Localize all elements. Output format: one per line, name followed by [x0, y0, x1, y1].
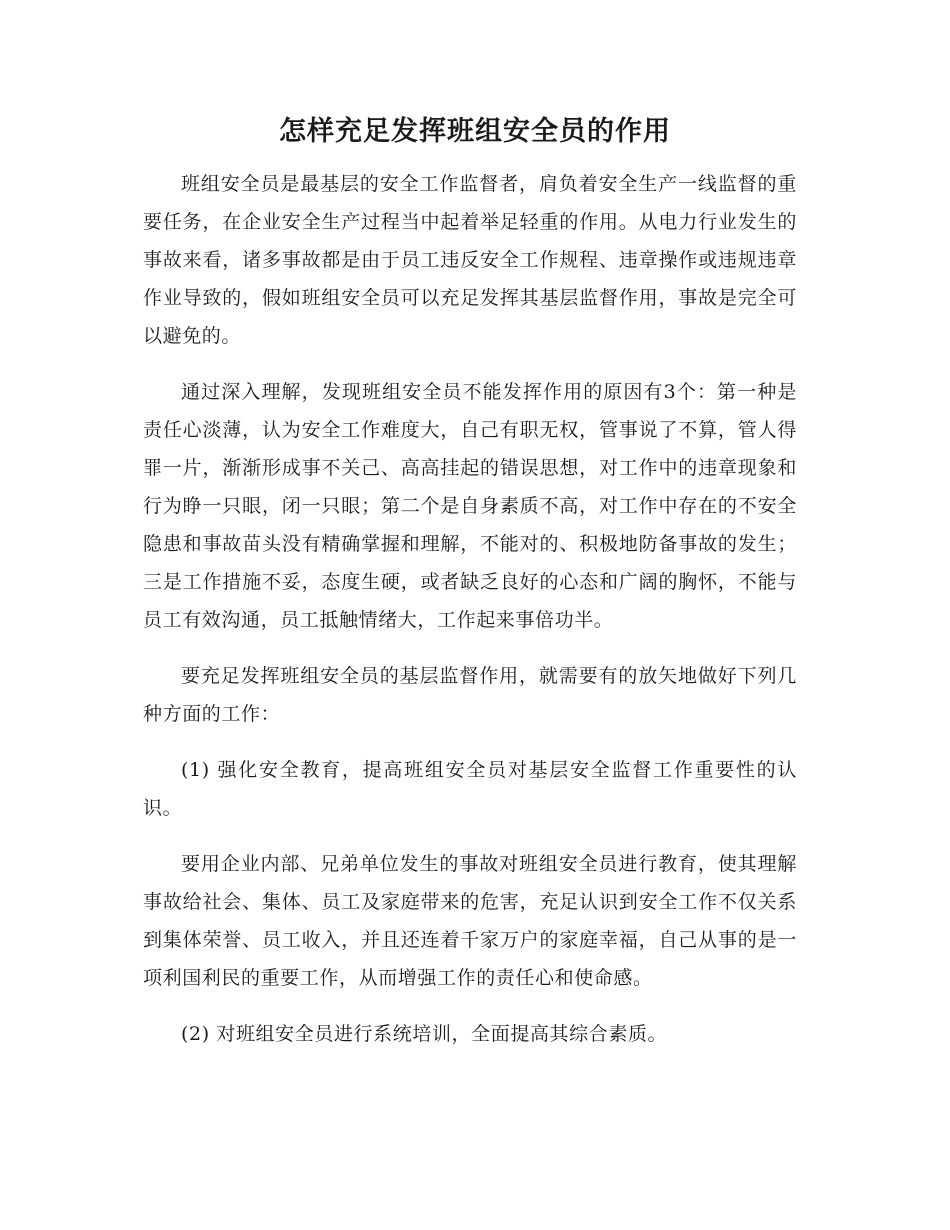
paragraph-item-2: (2) 对班组安全员进行系统培训，全面提高其综合素质。 — [181, 1023, 668, 1045]
paragraph-intro: 班组安全员是最基层的安全工作监督者，肩负着安全生产一线监督的重要任务，在企业安全生产过程当中起着举足轻重的作用。从电力行业发生的事故来看，诸多事故都是由于员工违反安全工作规程、违章操作或违规违章作业导致的，假如班组安全员可以充足发挥其基层监督作用，事故是完全可以避免的。 — [143, 173, 797, 347]
paragraph-reasons: 通过深入理解，发现班组安全员不能发挥作用的原因有3个：第一种是责任心淡薄，认为安全工作难度大，自己有职无权，管事说了不算，管人得罪一片，渐渐形成事不关己、高高挂起的错误思想，对工作中的违章现象和行为睁一只眼，闭一只眼；第二个是自身素质不高，对工作中存在的不安全隐患和事故苗头没有精确掌握和理解，不能对的、积极地防备事故的发生；三是工作措施不妥，态度生硬，或者缺乏良好的心态和广阔的胸怀，不能与员工有效沟通，员工抵触情绪大，工作起来事倍功半。 — [143, 381, 797, 631]
paragraph-item-1-detail: 要用企业内部、兄弟单位发生的事故对班组安全员进行教育，使其理解事故给社会、集体、员工及家庭带来的危害，充足认识到安全工作不仅关系到集体荣誉、员工收入，并且还连着千家万户的家庭幸福，自己从事的是一项利国利民的重要工作，从而增强工作的责任心和使命感。 — [143, 853, 797, 989]
paragraph-item-1: (1) 强化安全教育，提高班组安全员对基层安全监督工作重要性的认识。 — [143, 759, 797, 819]
paragraph-measures-intro: 要充足发挥班组安全员的基层监督作用，就需要有的放矢地做好下列几种方面的工作： — [143, 665, 797, 725]
document-body — [143, 165, 797, 1071]
document-title: 怎样充足发挥班组安全员的作用 — [279, 116, 671, 147]
